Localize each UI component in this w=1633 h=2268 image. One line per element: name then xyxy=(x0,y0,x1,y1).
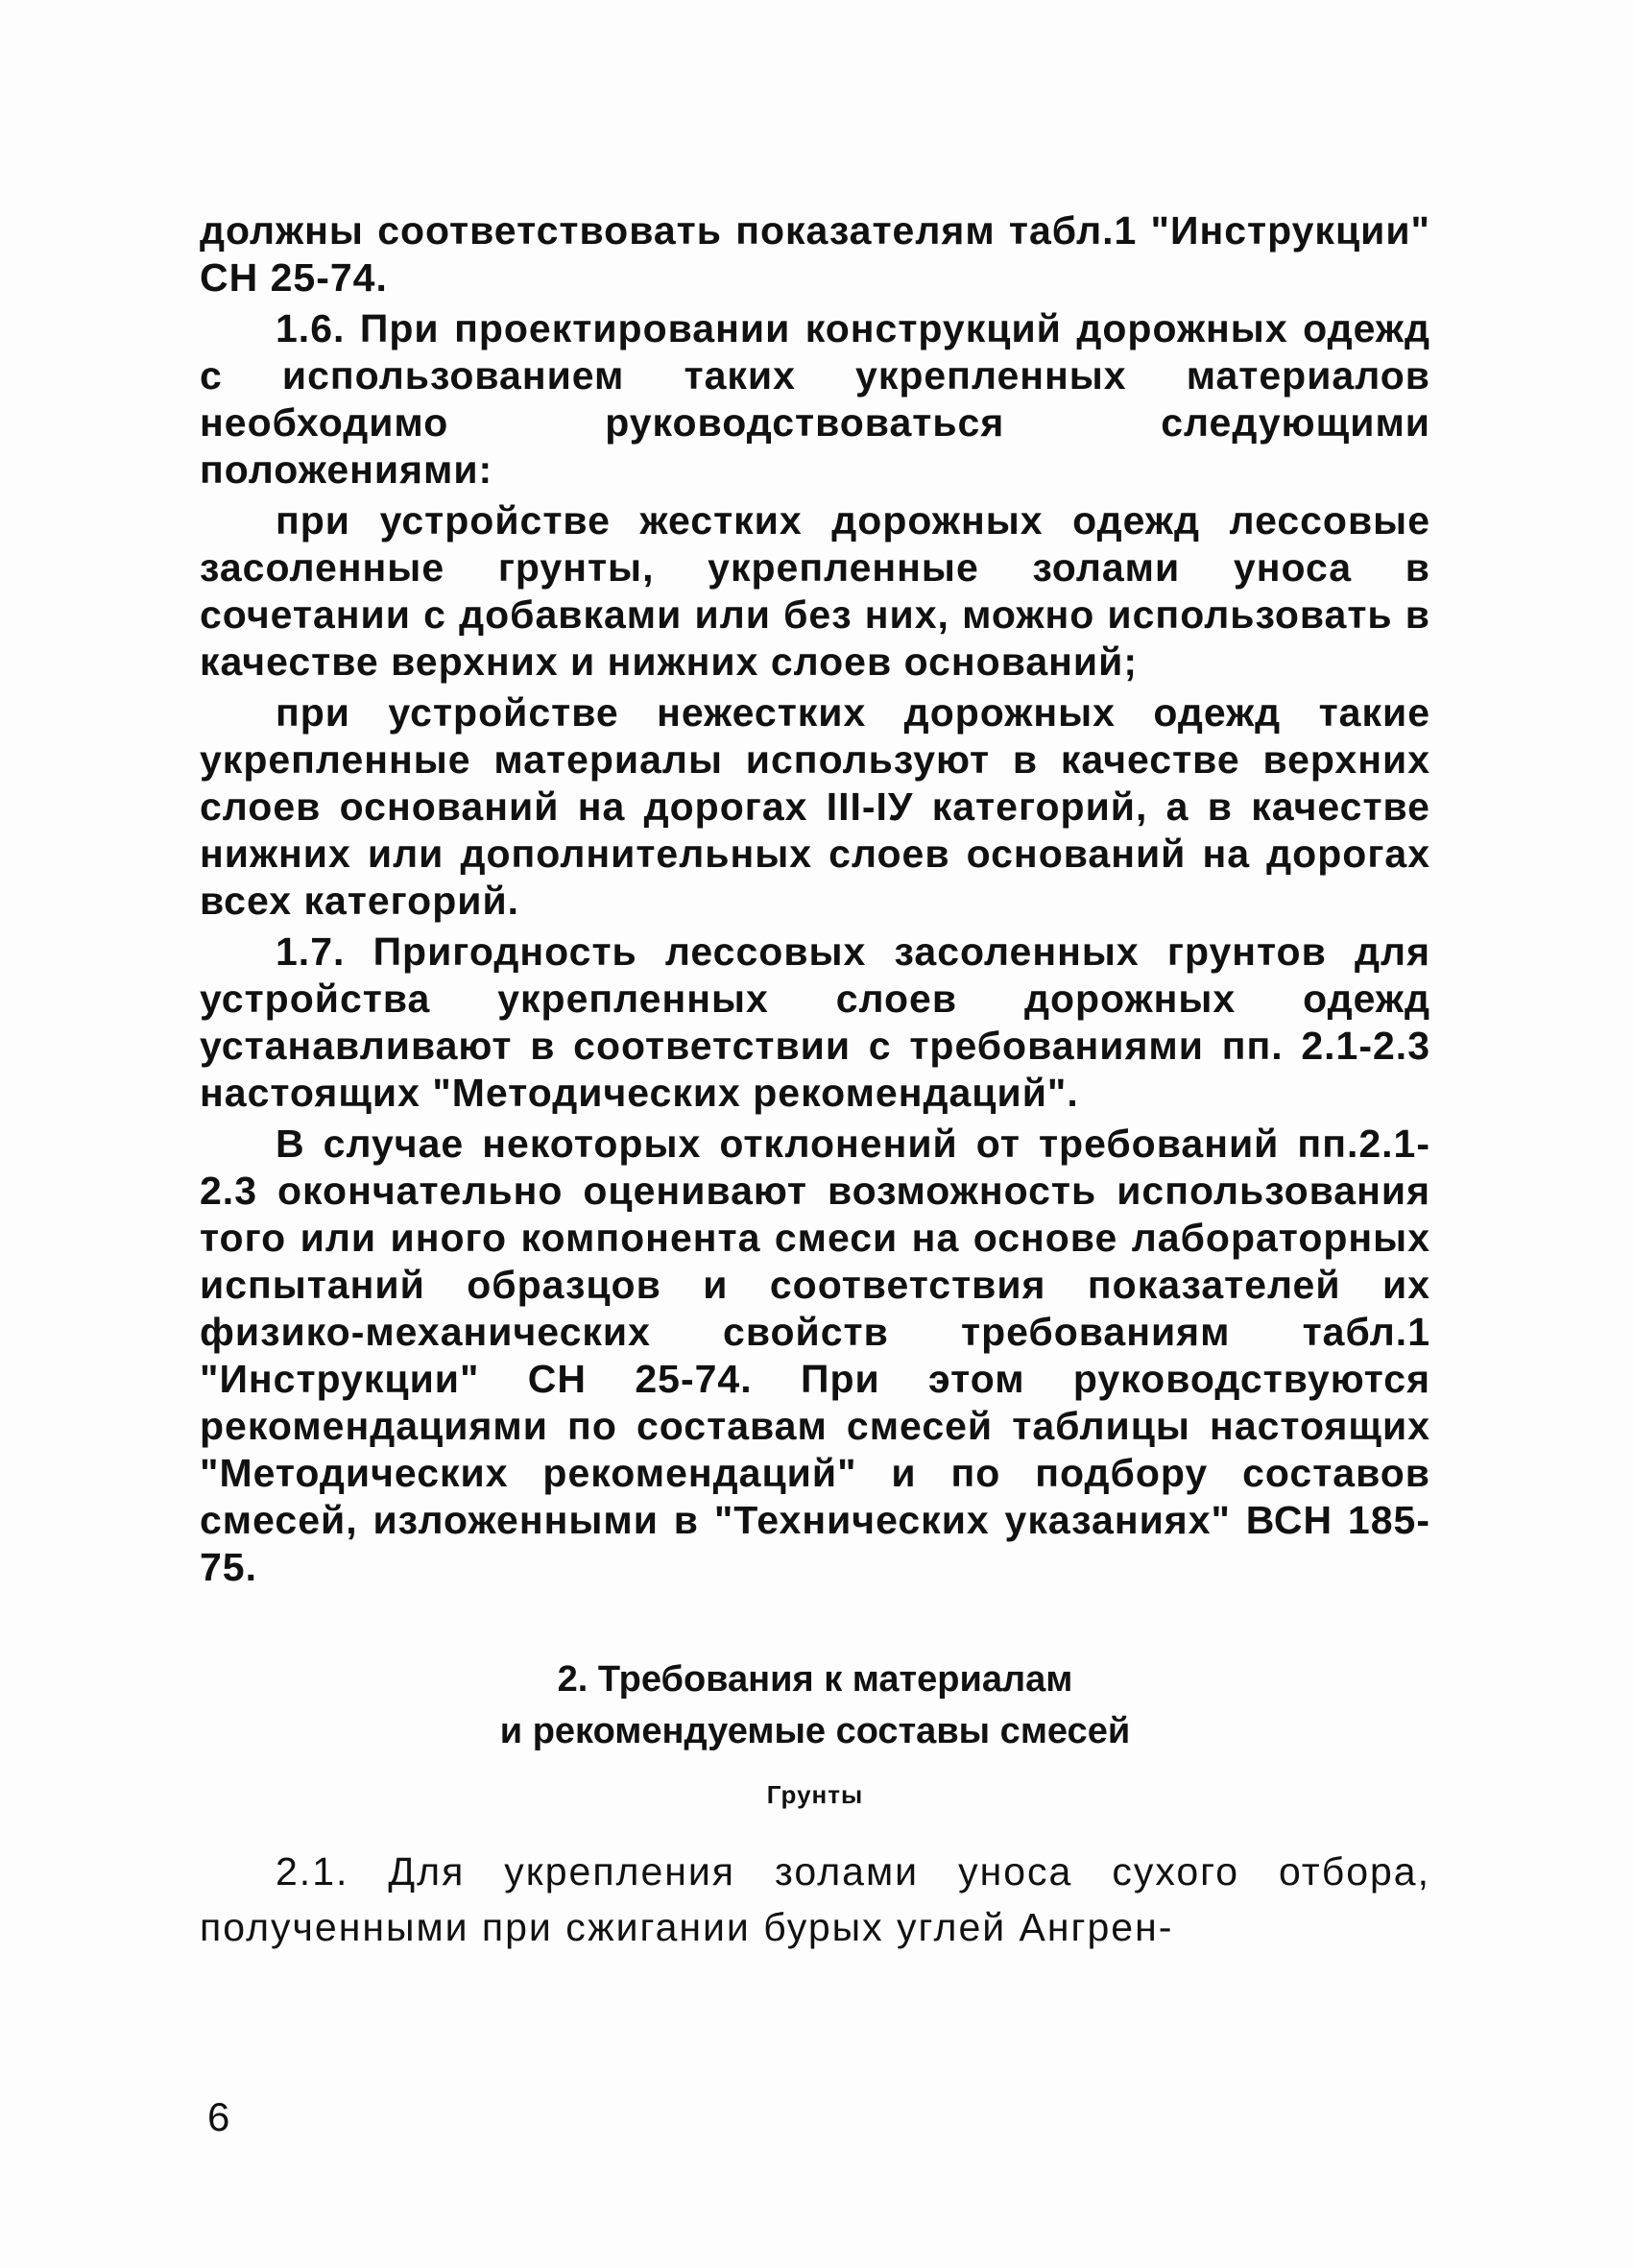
paragraph-continuation: должны соответствовать показателям табл.1 "Инструкции" СН 25-74. xyxy=(200,208,1430,300)
bottom-text xyxy=(200,1844,1430,1955)
section-heading xyxy=(200,1653,1430,1757)
body-text xyxy=(200,207,1430,1591)
paragraph-2-1: 2.1. Для укрепления золами уноса сухого отбора, полученными при сжигании бурых углей Ангрен- xyxy=(200,1849,1430,1949)
subheading-soils: Грунты xyxy=(766,1780,864,1809)
section-title-line-2: и рекомендуемые составы смесей xyxy=(499,1711,1131,1751)
page-number: 6 xyxy=(207,2094,230,2139)
paragraph-1-7: 1.7. Пригодность лессовых засоленных грунтов для устройства укрепленных слоев дорожных одежд устанавливают в соответствии с требованиями пп. 2.1-2.3 настоящих "Методических рекомендаций". xyxy=(200,929,1430,1115)
paragraph-deviations: В случае некоторых отклонений от требований пп.2.1-2.3 окончательно оценивают возможность использования того или иного компонента смеси на основе лабораторных испытаний образцов и соответствия показателей их физико-механических свойств требованиям табл.1 "Инструкции" СН 25-74. При этом руководствуются рекомендациями по составам смесей таблицы настоящих "Методических рекомендаций" и по подбору составов смесей, изложенными в "Технических указаниях" ВСН 185-75. xyxy=(200,1122,1430,1589)
section-title-line-1: 2. Требования к материалам xyxy=(557,1659,1073,1700)
paragraph-rigid-pavement: при устройстве жестких дорожных одежд лессовые засоленные грунты, укрепленные золами уноса в сочетании с добавками или без них, можно использовать в качестве верхних и нижних слоев оснований; xyxy=(200,498,1430,684)
paragraph-1-6: 1.6. При проектировании конструкций дорожных одежд с использованием таких укрепленных материалов необходимо руководствоваться следующими положениями: xyxy=(200,306,1430,492)
paragraph-nonrigid-pavement: при устройстве нежестких дорожных одежд такие укрепленные материалы используют в качестве верхних слоев оснований на дорогах III-IУ категорий, а в качестве нижних или дополнительных слоев оснований на дорогах всех категорий. xyxy=(200,690,1430,923)
